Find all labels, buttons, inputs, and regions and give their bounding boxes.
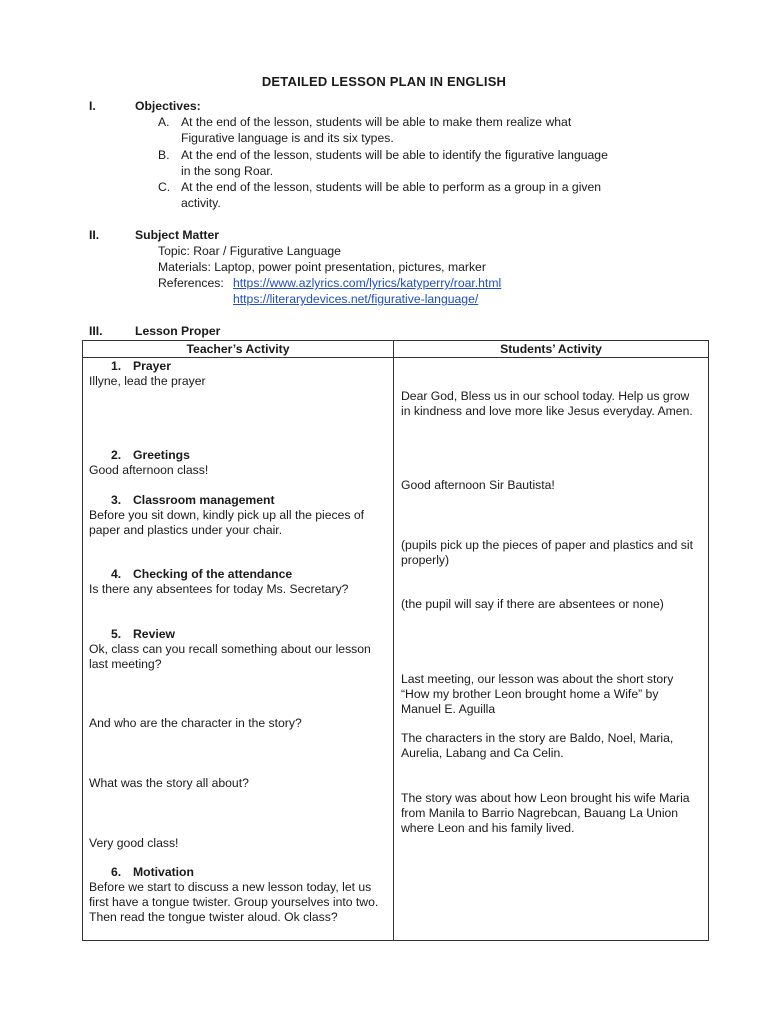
student-classroom-text: (pupils pick up the pieces of paper and plastics and sit properly)	[401, 538, 693, 567]
student-greetings-text: Good afternoon Sir Bautista!	[401, 478, 555, 492]
students-activity-header: Students’ Activity	[394, 341, 709, 358]
topic-line: Topic: Roar / Figurative Language	[158, 244, 341, 258]
teacher-prayer-text: Illyne, lead the prayer	[89, 374, 206, 388]
document-title: DETAILED LESSON PLAN IN ENGLISH	[261, 74, 507, 89]
student-story-text: The story was about how Leon brought his wife Maria from Manila to Barrio Nagrebcan, Bauang La Union where Leon and his family lived.	[401, 791, 690, 835]
section-greetings-heading: 2. Greetings	[111, 448, 190, 462]
objective-c-text: At the end of the lesson, students will be able to perform as a group in a given	[181, 180, 602, 194]
student-review-text: Last meeting, our lesson was about the short story “How my brother Leon brought home a Wife” by Manuel E. Aguilla	[401, 672, 674, 716]
section-classroom-heading: 3. Classroom management	[111, 493, 275, 507]
objective-a-letter: A.	[158, 115, 170, 129]
section-review-heading: 5. Review	[111, 627, 176, 641]
section-attendance-heading: 4. Checking of the attendance	[111, 567, 293, 581]
lesson-proper-numeral: III.	[89, 324, 103, 338]
reference-link-literarydevices[interactable]: https://literarydevices.net/figurative-language/	[233, 292, 479, 306]
teacher-greetings-text: Good afternoon class!	[89, 463, 209, 477]
lesson-activity-table	[82, 340, 709, 941]
section-prayer-heading: 1. Prayer	[111, 359, 171, 373]
student-characters-text: The characters in the story are Baldo, Noel, Maria, Aurelia, Labang and Ca Celin.	[401, 731, 674, 760]
objective-c-text-cont: activity.	[181, 196, 221, 210]
references-label: References:	[158, 276, 224, 290]
objectives-numeral: I.	[89, 99, 96, 113]
student-attendance-text: (the pupil will say if there are absentees or none)	[401, 597, 664, 611]
subject-matter-numeral: II.	[89, 228, 100, 242]
teacher-praise-text: Very good class!	[89, 836, 179, 850]
reference-link-azlyrics[interactable]: https://www.azlyrics.com/lyrics/katyperry/roar.html	[233, 276, 502, 290]
student-prayer-text: Dear God, Bless us in our school today. Help us grow in kindness and love more like Jesus everyday. Amen.	[401, 389, 693, 418]
teacher-activity-header: Teacher’s Activity	[83, 341, 394, 358]
objectives-heading: Objectives:	[135, 99, 201, 113]
objective-a-text: At the end of the lesson, students will be able to make them realize what	[181, 115, 572, 129]
objective-b-letter: B.	[158, 148, 170, 162]
teacher-attendance-text: Is there any absentees for today Ms. Secretary?	[89, 582, 349, 596]
teacher-activity-column	[83, 358, 394, 941]
teacher-characters-question: And who are the character in the story?	[89, 716, 302, 730]
teacher-story-question: What was the story all about?	[89, 776, 249, 790]
students-activity-column	[394, 358, 709, 941]
materials-line: Materials: Laptop, power point presentation, pictures, marker	[158, 260, 486, 274]
lesson-proper-heading: Lesson Proper	[135, 324, 221, 338]
objective-c-letter: C.	[158, 180, 171, 194]
objective-b-text-cont: in the song Roar.	[181, 164, 274, 178]
teacher-classroom-text: Before you sit down, kindly pick up all the pieces of paper and plastics under your chair.	[89, 508, 365, 537]
teacher-motivation-text: Before we start to discuss a new lesson today, let us first have a tongue twister. Group yourselves into two. Then read the tongue twister aloud. Ok class?	[89, 880, 379, 924]
objective-b-text: At the end of the lesson, students will be able to identify the figurative language	[181, 148, 608, 162]
objective-a-text-cont: Figurative language is and its six types.	[181, 131, 394, 145]
subject-matter-heading: Subject Matter	[135, 228, 219, 242]
teacher-review-text: Ok, class can you recall something about our lesson last meeting?	[89, 642, 371, 671]
section-motivation-heading: 6. Motivation	[111, 865, 194, 879]
